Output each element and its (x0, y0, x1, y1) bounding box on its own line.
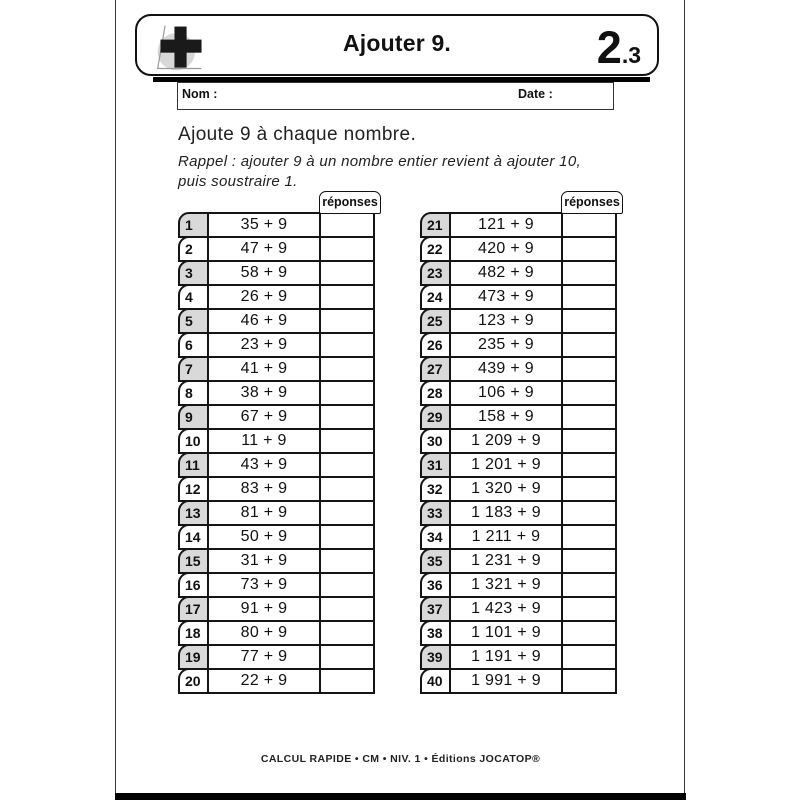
answer-cell[interactable] (561, 308, 617, 334)
answer-cell[interactable] (561, 476, 617, 502)
row-number: 13 (178, 500, 209, 526)
row-number: 14 (178, 524, 209, 550)
hint-line-2: puis soustraire 1. (178, 173, 298, 190)
table-row (420, 404, 617, 430)
answer-cell[interactable] (319, 380, 375, 406)
table-row (420, 356, 617, 382)
row-number: 11 (178, 452, 209, 478)
answer-cell[interactable] (561, 404, 617, 430)
problem-expression: 50 + 9 (207, 524, 321, 550)
problem-expression: 439 + 9 (449, 356, 563, 382)
row-number: 15 (178, 548, 209, 574)
problem-expression: 83 + 9 (207, 476, 321, 502)
row-number: 25 (420, 308, 451, 334)
answer-cell[interactable] (561, 524, 617, 550)
problems-table-left (178, 212, 375, 694)
row-number: 38 (420, 620, 451, 646)
table-row (420, 452, 617, 478)
name-date-box (177, 82, 614, 110)
table-row (420, 332, 617, 358)
answer-cell[interactable] (319, 548, 375, 574)
date-label: Date : (518, 87, 553, 101)
problem-expression: 121 + 9 (449, 212, 563, 238)
table-row (420, 260, 617, 286)
problem-expression: 420 + 9 (449, 236, 563, 262)
problem-expression: 1 191 + 9 (449, 644, 563, 670)
answer-cell[interactable] (319, 308, 375, 334)
table-row (178, 452, 375, 478)
problem-expression: 35 + 9 (207, 212, 321, 238)
table-row (420, 572, 617, 598)
row-number: 31 (420, 452, 451, 478)
problem-expression: 31 + 9 (207, 548, 321, 574)
answer-cell[interactable] (319, 332, 375, 358)
table-row (420, 548, 617, 574)
row-number: 21 (420, 212, 451, 238)
table-row (420, 644, 617, 670)
problem-expression: 1 211 + 9 (449, 524, 563, 550)
name-label: Nom : (182, 87, 218, 101)
table-row (178, 308, 375, 334)
table-row (178, 260, 375, 286)
table-row (420, 524, 617, 550)
answer-cell[interactable] (561, 452, 617, 478)
table-row (178, 356, 375, 382)
problem-expression: 11 + 9 (207, 428, 321, 454)
row-number: 9 (178, 404, 209, 430)
row-number: 30 (420, 428, 451, 454)
table-row (420, 620, 617, 646)
row-number: 36 (420, 572, 451, 598)
answer-cell[interactable] (319, 500, 375, 526)
answer-cell[interactable] (561, 260, 617, 286)
answer-cell[interactable] (561, 380, 617, 406)
table-row (178, 668, 375, 694)
row-number: 22 (420, 236, 451, 262)
problem-expression: 73 + 9 (207, 572, 321, 598)
problem-expression: 1 423 + 9 (449, 596, 563, 622)
problem-expression: 77 + 9 (207, 644, 321, 670)
table-row (178, 524, 375, 550)
row-number: 34 (420, 524, 451, 550)
table-row (420, 596, 617, 622)
answer-cell[interactable] (561, 620, 617, 646)
problem-expression: 26 + 9 (207, 284, 321, 310)
problem-expression: 43 + 9 (207, 452, 321, 478)
problem-expression: 106 + 9 (449, 380, 563, 406)
answer-cell[interactable] (319, 572, 375, 598)
row-number: 12 (178, 476, 209, 502)
table-row (420, 380, 617, 406)
problem-expression: 80 + 9 (207, 620, 321, 646)
row-number: 3 (178, 260, 209, 286)
answer-cell[interactable] (561, 644, 617, 670)
row-number: 40 (420, 668, 451, 694)
responses-header-right: réponses (561, 191, 623, 214)
answer-cell[interactable] (319, 284, 375, 310)
responses-header-left: réponses (319, 191, 381, 214)
table-row (178, 284, 375, 310)
table-row (420, 308, 617, 334)
row-number: 8 (178, 380, 209, 406)
problem-expression: 58 + 9 (207, 260, 321, 286)
problem-expression: 46 + 9 (207, 308, 321, 334)
table-row (420, 500, 617, 526)
answer-cell[interactable] (561, 212, 617, 238)
answer-cell[interactable] (561, 332, 617, 358)
worksheet-header (135, 14, 659, 76)
table-row (420, 212, 617, 238)
bottom-black-bar (115, 793, 686, 800)
row-number: 18 (178, 620, 209, 646)
answer-cell[interactable] (561, 596, 617, 622)
problem-expression: 81 + 9 (207, 500, 321, 526)
problem-expression: 1 991 + 9 (449, 668, 563, 694)
table-row (420, 236, 617, 262)
table-row (178, 572, 375, 598)
row-number: 28 (420, 380, 451, 406)
row-number: 33 (420, 500, 451, 526)
table-row (420, 668, 617, 694)
answer-cell[interactable] (561, 356, 617, 382)
answer-cell[interactable] (561, 500, 617, 526)
row-number: 29 (420, 404, 451, 430)
problem-expression: 91 + 9 (207, 596, 321, 622)
row-number: 4 (178, 284, 209, 310)
row-number: 6 (178, 332, 209, 358)
row-number: 19 (178, 644, 209, 670)
table-row (178, 476, 375, 502)
page-title: Ajouter 9. (342, 30, 452, 56)
answer-cell[interactable] (319, 212, 375, 238)
row-number: 5 (178, 308, 209, 334)
answer-cell[interactable] (319, 668, 375, 694)
row-number: 37 (420, 596, 451, 622)
answer-cell[interactable] (319, 428, 375, 454)
row-number: 26 (420, 332, 451, 358)
problem-expression: 235 + 9 (449, 332, 563, 358)
table-row (420, 428, 617, 454)
answer-cell[interactable] (319, 404, 375, 430)
table-row (178, 548, 375, 574)
row-number: 35 (420, 548, 451, 574)
table-row (420, 476, 617, 502)
answer-cell[interactable] (561, 548, 617, 574)
table-row (178, 332, 375, 358)
table-row (178, 212, 375, 238)
table-row (178, 428, 375, 454)
problem-expression: 22 + 9 (207, 668, 321, 694)
table-row (178, 620, 375, 646)
problem-expression: 1 201 + 9 (449, 452, 563, 478)
answer-cell[interactable] (561, 236, 617, 262)
problem-expression: 41 + 9 (207, 356, 321, 382)
row-number: 17 (178, 596, 209, 622)
table-row (178, 236, 375, 262)
problem-expression: 47 + 9 (207, 236, 321, 262)
problem-expression: 1 101 + 9 (449, 620, 563, 646)
answer-cell[interactable] (319, 644, 375, 670)
problem-expression: 1 231 + 9 (449, 548, 563, 574)
problem-expression: 482 + 9 (449, 260, 563, 286)
row-number: 20 (178, 668, 209, 694)
answer-cell[interactable] (319, 236, 375, 262)
answer-cell[interactable] (319, 356, 375, 382)
row-number: 32 (420, 476, 451, 502)
problem-expression: 38 + 9 (207, 380, 321, 406)
answer-cell[interactable] (561, 284, 617, 310)
table-row (178, 644, 375, 670)
answer-cell[interactable] (561, 572, 617, 598)
problem-expression: 23 + 9 (207, 332, 321, 358)
row-number: 7 (178, 356, 209, 382)
row-number: 27 (420, 356, 451, 382)
exercise-number (596, 22, 641, 73)
answer-cell[interactable] (561, 668, 617, 694)
problem-expression: 1 209 + 9 (449, 428, 563, 454)
exercise-number-minor: .3 (621, 42, 641, 68)
answer-cell[interactable] (319, 596, 375, 622)
table-row (178, 596, 375, 622)
problem-expression: 1 321 + 9 (449, 572, 563, 598)
table-row (178, 404, 375, 430)
problem-expression: 123 + 9 (449, 308, 563, 334)
table-row (178, 500, 375, 526)
footer-text: CALCUL RAPIDE • CM • NIV. 1 • Éditions JOCATOP® (260, 753, 541, 765)
row-number: 39 (420, 644, 451, 670)
answer-cell[interactable] (319, 452, 375, 478)
instruction-text: Ajoute 9 à chaque nombre. (178, 124, 417, 145)
answer-cell[interactable] (561, 428, 617, 454)
problem-expression: 1 320 + 9 (449, 476, 563, 502)
problems-table-right (420, 212, 617, 694)
answer-cell[interactable] (319, 476, 375, 502)
problem-expression: 473 + 9 (449, 284, 563, 310)
row-number: 24 (420, 284, 451, 310)
row-number: 1 (178, 212, 209, 238)
table-row (420, 284, 617, 310)
exercise-number-major: 2 (596, 22, 622, 73)
answer-cell[interactable] (319, 260, 375, 286)
row-number: 23 (420, 260, 451, 286)
problem-expression: 158 + 9 (449, 404, 563, 430)
hint-text (178, 152, 581, 192)
row-number: 2 (178, 236, 209, 262)
row-number: 10 (178, 428, 209, 454)
problem-expression: 1 183 + 9 (449, 500, 563, 526)
table-row (178, 380, 375, 406)
answer-cell[interactable] (319, 524, 375, 550)
answer-cell[interactable] (319, 620, 375, 646)
problem-expression: 67 + 9 (207, 404, 321, 430)
row-number: 16 (178, 572, 209, 598)
hint-line-1: Rappel : ajouter 9 à un nombre entier revient à ajouter 10, (178, 153, 581, 170)
